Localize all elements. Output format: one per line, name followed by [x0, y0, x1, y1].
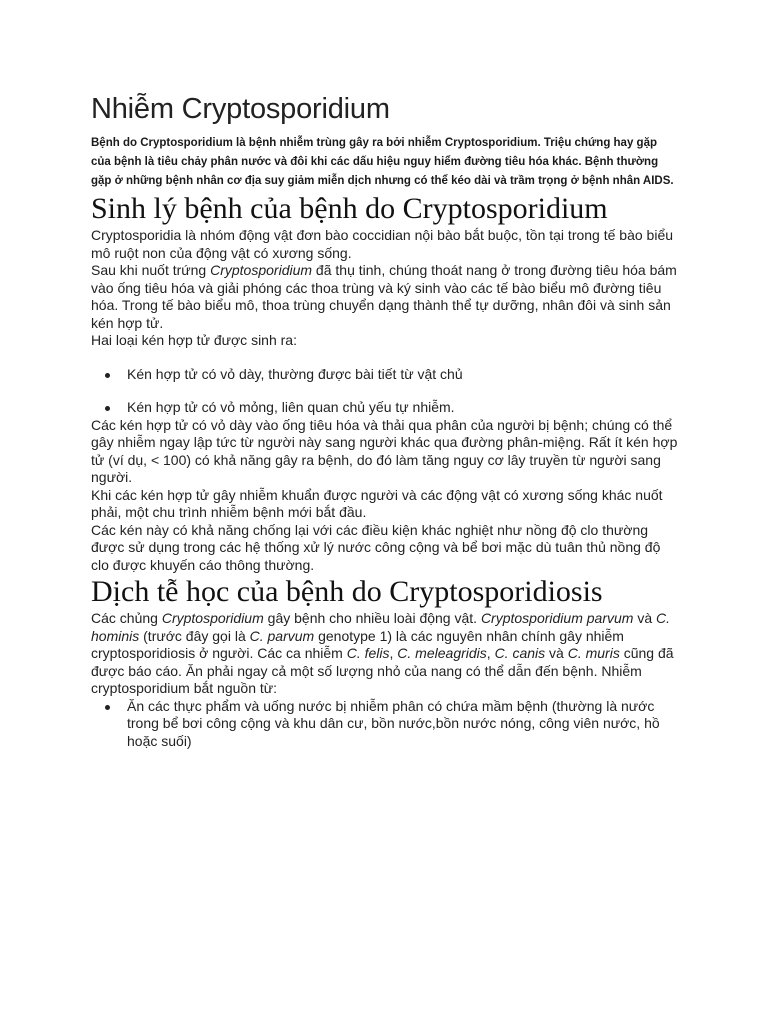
paragraph: Cryptosporidia là nhóm động vật đơn bào coccidian nội bào bắt buộc, tồn tại trong tế bào biểu mô ruột non của động vật có xương sống. [91, 227, 674, 261]
list-item [91, 366, 681, 384]
italic-term: C. parvum [249, 627, 315, 644]
bullet-list [91, 366, 681, 417]
text-run: (trước đây gọi là [139, 627, 250, 644]
paragraph: Các kén hợp tử có vỏ dày vào ống tiêu hóa và thải qua phân của người bị bệnh; chúng có thể gây nhiễm ngay lập tức từ người này sang người khác qua đường phân-miệng. Rất ít kén hợp tử (ví dụ, < 100) có khả năng gây ra bệnh, do đó làm tăng nguy cơ lây truyền từ người sang người. [91, 416, 678, 485]
text-run: , [389, 645, 398, 661]
bullet-icon [105, 406, 110, 411]
italic-term: C. muris [567, 645, 620, 661]
italic-term: C. felis [346, 645, 390, 661]
paragraph: Các kén này có khả năng chống lại với các điều kiện khác nghiệt như nồng độ clo thường được sử dụng trong các hệ thống xử lý nước công cộng và bể bơi mặc dù tuân thủ nồng độ clo được khuyến cáo thông thường. [91, 521, 661, 573]
text-run: cũng đã được báo cáo. Ăn phải ngay cả một số lượng nhỏ của nang có thể dẫn đến bệnh. Nhiễm cryptosporidium bắt nguồn từ: [91, 645, 674, 696]
paragraph: Hai loại kén hợp tử được sinh ra: [91, 332, 297, 348]
bullet-list [91, 698, 681, 751]
list-item [91, 698, 681, 751]
italic-term: C. meleagridis [397, 645, 487, 661]
bullet-icon [105, 373, 110, 378]
list-item [91, 399, 681, 417]
italic-term: Cryptosporidium parvum [480, 610, 634, 626]
text-run: Các chủng [91, 610, 162, 626]
page-title: Nhiễm Cryptosporidium [91, 93, 390, 125]
text-run: gây bệnh cho nhiều loài động vật. [263, 610, 481, 626]
list-item-text: Kén hợp tử có vỏ mỏng, liên quan chủ yếu tự nhiễm. [127, 399, 455, 415]
text-run: genotype 1) là các nguyên nhân chính gây nhiễm cryptosporidiosis ở người. Các ca nhiễm [91, 627, 624, 661]
paragraph [91, 262, 681, 332]
list-item-text: Ăn các thực phẩm và uống nước bị nhiễm phân có chứa mầm bệnh (thường là nước trong bể bơi công cộng và khu dân cư, bồn nước,bồn nước nóng, công viên nước, hồ hoặc suối) [127, 697, 660, 749]
italic-term: Cryptosporidium [210, 262, 313, 278]
paragraph: Khi các kén hợp tử gây nhiễm khuẩn được người và các động vật có xương sống khác nuốt phải, một chu trình nhiễm bệnh mới bắt đầu. [91, 486, 663, 520]
italic-term: C. canis [494, 645, 546, 661]
text-run: đã thụ tinh, chúng thoát nang ở trong đường tiêu hóa bám vào ống tiêu hóa và giải phóng các thoa trùng và ký sinh vào các tế bào biểu mô đường tiêu hóa. Trong tế bào biểu mô, thoa trùng chuyển dạng thành thể tự dưỡng, nhân đôi và sinh sản kén hợp tử. [91, 262, 677, 331]
section-heading-epidemiology: Dịch tễ học của bệnh do Cryptosporidiosis [91, 575, 603, 608]
section-heading-pathophysiology: Sinh lý bệnh của bệnh do Cryptosporidium [91, 192, 608, 225]
list-item-text: Kén hợp tử có vỏ dày, thường được bài tiết từ vật chủ [127, 365, 463, 382]
document-content [91, 92, 681, 750]
text-run: và [633, 610, 657, 626]
bullet-icon [105, 705, 110, 710]
text-run: , [486, 645, 495, 661]
italic-term: Cryptosporidium [161, 610, 264, 626]
text-run: Sau khi nuốt trứng [91, 262, 211, 278]
paragraph [91, 610, 681, 698]
intro-paragraph: Bệnh do Cryptosporidium là bệnh nhiễm trùng gây ra bởi nhiễm Cryptosporidium. Triệu chứng hay gặp của bệnh là tiêu chảy phân nước và đôi khi các dấu hiệu nguy hiểm đường tiêu hóa khác. Bệnh thường gặp ở những bệnh nhân cơ địa suy giảm miễn dịch nhưng có thể kéo dài và trầm trọng ở bệnh nhân AIDS. [91, 137, 674, 187]
text-run: và [545, 645, 568, 661]
italic-term: C. hominis [91, 610, 671, 644]
